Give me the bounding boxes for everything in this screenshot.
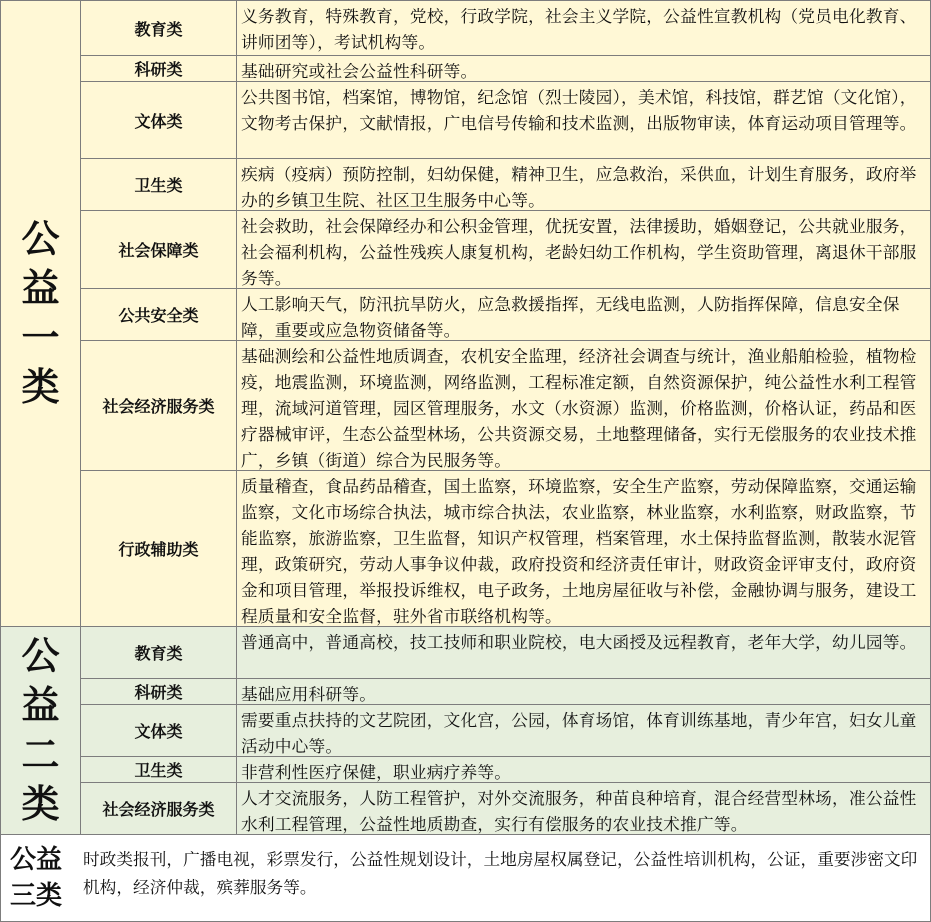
group-label-char: 一 <box>21 315 60 360</box>
group-label-line: 公益 <box>10 845 63 875</box>
content-cell: 基础研究或社会公益性科研等。 <box>236 55 931 82</box>
group-label-char: 益 <box>21 266 60 311</box>
category-cell: 教育类 <box>80 0 237 56</box>
category-cell: 公共安全类 <box>80 288 237 341</box>
content-cell: 非营利性医疗保健，职业病疗养等。 <box>236 756 931 783</box>
category-cell: 科研类 <box>80 678 237 705</box>
category-cell: 社会经济服务类 <box>80 782 237 835</box>
group-label-line: 三类 <box>10 881 63 911</box>
category-cell: 社会经济服务类 <box>80 340 237 471</box>
content-cell: 需要重点扶持的文艺院团，文化宫，公园，体育场馆，体育训练基地，青少年宫，妇女儿童活动中心等。 <box>236 704 931 757</box>
content-cell: 人工影响天气，防汛抗旱防火，应急救援指挥，无线电监测，人防指挥保障，信息安全保障，重要或应急物资储备等。 <box>236 288 931 341</box>
category-cell: 卫生类 <box>80 158 237 211</box>
content-cell: 公共图书馆，档案馆，博物馆，纪念馆（烈士陵园），美术馆，科技馆，群艺馆（文化馆），文物考古保护，文献情报，广电信号传输和技术监测，出版物审读，体育运动项目管理等。 <box>236 81 931 159</box>
group-label-char: 公 <box>21 216 60 261</box>
content-cell: 社会救助，社会保障经办和公积金管理，优抚安置，法律援助，婚姻登记，公共就业服务，社会福利机构，公益性残疾人康复机构，老龄妇幼工作机构，学生资助管理，离退休干部服务等。 <box>236 210 931 289</box>
category-cell: 社会保障类 <box>80 210 237 289</box>
content-cell: 人才交流服务，人防工程管护，对外交流服务，种苗良种培育，混合经营型林场，准公益性水利工程管理，公益性地质勘查，实行有偿服务的农业技术推广等。 <box>236 782 931 835</box>
group-label-char: 类 <box>21 781 60 826</box>
content-cell: 质量稽查，食品药品稽查，国土监察，环境监察，安全生产监察，劳动保障监察，交通运输监察，文化市场综合执法，城市综合执法，农业监察，林业监察，水利监察，财政监察，节能监察，旅游监察，卫生监督，知识产权管理，档案管理，水土保持监督监测，散装水泥管理，政策研究，劳动人事争议仲裁，政府投资和经济责任审计，财政资金评审支付，政府资金和项目管理，举报投诉维权，电子政务，土地房屋征收与补偿，金融协调与服务，建设工程质量和安全监督，驻外省市联络机构等。 <box>236 470 931 627</box>
group-label-char: 类 <box>21 364 60 409</box>
category-cell: 文体类 <box>80 704 237 757</box>
group-label <box>0 834 81 922</box>
content-cell: 义务教育，特殊教育，党校，行政学院，社会主义学院，公益性宣教机构（党员电化教育、讲师团等），考试机构等。 <box>236 0 931 56</box>
group-label-char: 益 <box>21 683 60 728</box>
category-cell: 卫生类 <box>80 756 237 783</box>
content-cell: 疾病（疫病）预防控制，妇幼保健，精神卫生，应急救治，采供血，计划生育服务，政府举办的乡镇卫生院、社区卫生服务中心等。 <box>236 158 931 211</box>
category-cell: 科研类 <box>80 55 237 82</box>
content-cell: 普通高中，普通高校，技工技师和职业院校，电大函授及远程教育，老年大学，幼儿园等。 <box>236 626 931 679</box>
category-cell: 教育类 <box>80 626 237 679</box>
category-cell: 文体类 <box>80 81 237 159</box>
group-label <box>0 626 81 835</box>
category-cell: 行政辅助类 <box>80 470 237 627</box>
group-label-char: 公 <box>21 633 60 678</box>
group-label <box>0 0 81 627</box>
content-cell: 基础应用科研等。 <box>236 678 931 705</box>
group-label-char: 二 <box>21 732 60 777</box>
content-cell: 时政类报刊，广播电视，彩票发行，公益性规划设计，土地房屋权属登记，公益性培训机构，公证，重要涉密文印机构，经济仲裁，殡葬服务等。 <box>0 834 931 922</box>
content-cell: 基础测绘和公益性地质调查，农机安全监理，经济社会调查与统计，渔业船舶检验，植物检疫，地震监测，环境监测，网络监测，工程标准定额，自然资源保护，纯公益性水利工程管理，流域河道管理，园区管理服务，水文（水资源）监测，价格监测，价格认证，药品和医疗器械审评，生态公益型林场，公共资源交易，土地整理储备，实行无偿服务的农业技术推广，乡镇（街道）综合为民服务等。 <box>236 340 931 471</box>
